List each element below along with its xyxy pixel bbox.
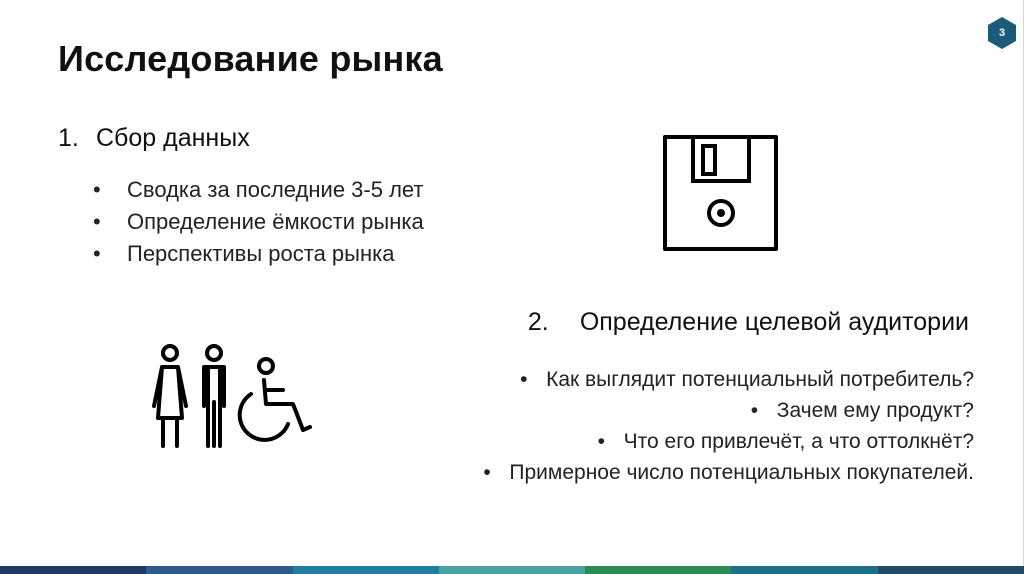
bullet: • xyxy=(750,399,759,422)
list-item xyxy=(93,206,424,238)
section-2-label: Определение целевой аудитории xyxy=(579,308,969,336)
bottom-decorative-bar xyxy=(0,566,1024,574)
list-item-text: Определение ёмкости рынка xyxy=(127,209,424,234)
bullet: • xyxy=(520,368,528,391)
section-1-list xyxy=(93,174,424,270)
list-item xyxy=(483,457,974,488)
bottom-bar-segment xyxy=(0,566,146,574)
bottom-bar-segment xyxy=(585,566,731,574)
list-item xyxy=(93,238,424,270)
list-item-text: Сводка за последние 3-5 лет xyxy=(127,177,424,202)
section-2-heading xyxy=(528,308,969,337)
section-2-number: 2. xyxy=(527,308,549,336)
bullet: • xyxy=(483,461,491,484)
bottom-bar-segment xyxy=(731,566,877,574)
bullet: • xyxy=(597,430,605,453)
bullet: • xyxy=(93,209,101,234)
people-accessibility-icon xyxy=(138,342,320,455)
section-1-number: 1. xyxy=(58,124,79,152)
bullet: • xyxy=(93,241,101,266)
bullet: • xyxy=(93,177,101,202)
list-item xyxy=(483,364,974,395)
section-1-label: Сбор данных xyxy=(96,124,250,152)
section-2-list xyxy=(483,364,974,488)
list-item-text: Зачем ему продукт? xyxy=(776,399,974,422)
floppy-disk-icon xyxy=(660,134,782,257)
bottom-bar-segment xyxy=(293,566,439,574)
list-item xyxy=(483,395,974,426)
bottom-bar-segment xyxy=(146,566,292,574)
page-number: 3 xyxy=(998,27,1006,39)
page-number-badge xyxy=(985,16,1019,50)
bottom-bar-segment xyxy=(878,566,1024,574)
list-item-text: Что его привлечёт, а что оттолкнёт? xyxy=(623,430,974,453)
list-item xyxy=(483,426,974,457)
section-1-heading xyxy=(58,124,250,153)
list-item-text: Перспективы роста рынка xyxy=(127,241,395,266)
slide-title: Исследование рынка xyxy=(58,38,443,79)
list-item-text: Как выглядит потенциальный потребитель? xyxy=(546,368,974,391)
list-item xyxy=(93,174,424,206)
bottom-bar-segment xyxy=(439,566,585,574)
list-item-text: Примерное число потенциальных покупателей. xyxy=(509,461,974,484)
